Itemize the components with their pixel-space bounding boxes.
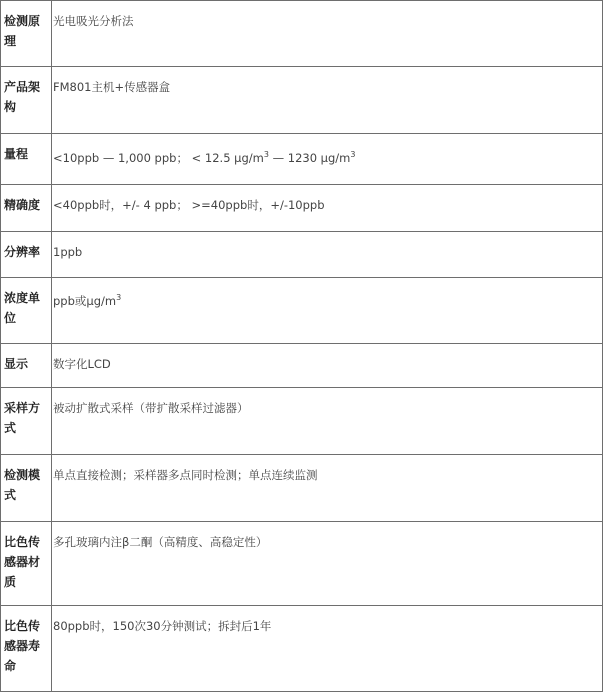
table-row (1, 344, 603, 388)
table-row (1, 388, 603, 455)
row-label: 精确度 (1, 185, 52, 232)
unit-sup: 3 (116, 293, 122, 303)
range-sup-a: 3 (263, 150, 269, 160)
row-value: 单点直接检测；采样器多点同时检测；单点连续监测 (52, 455, 603, 522)
row-value: 1ppb (52, 232, 603, 278)
row-value: 多孔玻璃内注β二酮（高精度、高稳定性） (52, 522, 603, 606)
row-value: <40ppb时，+/- 4 ppb； >=40ppb时，+/-10ppb (52, 185, 603, 232)
row-value: 被动扩散式采样（带扩散采样过滤器） (52, 388, 603, 455)
table-row (1, 67, 603, 134)
row-value: 光电吸光分析法 (52, 1, 603, 67)
table-row (1, 455, 603, 522)
row-label: 检测模式 (1, 455, 52, 522)
row-label: 浓度单位 (1, 278, 52, 344)
unit-text: ppb或μg/m (53, 294, 117, 308)
row-label: 采样方式 (1, 388, 52, 455)
range-text-b: — 1230 μg/m (268, 151, 351, 165)
table-row (1, 134, 603, 185)
range-text-a: <10ppb — 1,000 ppb； < 12.5 μg/m (53, 151, 264, 165)
row-label: 检测原理 (1, 1, 52, 67)
row-label: 产品架构 (1, 67, 52, 134)
row-label: 量程 (1, 134, 52, 185)
table-row (1, 522, 603, 606)
row-value: 数字化LCD (52, 344, 603, 388)
table-row (1, 185, 603, 232)
table-row (1, 232, 603, 278)
range-sup-b: 3 (350, 150, 356, 160)
row-value-unit (52, 278, 603, 344)
row-value-range (52, 134, 603, 185)
table-row (1, 606, 603, 692)
row-label: 比色传感器寿命 (1, 606, 52, 692)
table-row (1, 278, 603, 344)
row-label: 分辨率 (1, 232, 52, 278)
row-label: 比色传感器材质 (1, 522, 52, 606)
row-label: 显示 (1, 344, 52, 388)
row-value: 80ppb时，150次30分钟测试；拆封后1年 (52, 606, 603, 692)
table-row (1, 1, 603, 67)
row-value: FM801主机+传感器盒 (52, 67, 603, 134)
